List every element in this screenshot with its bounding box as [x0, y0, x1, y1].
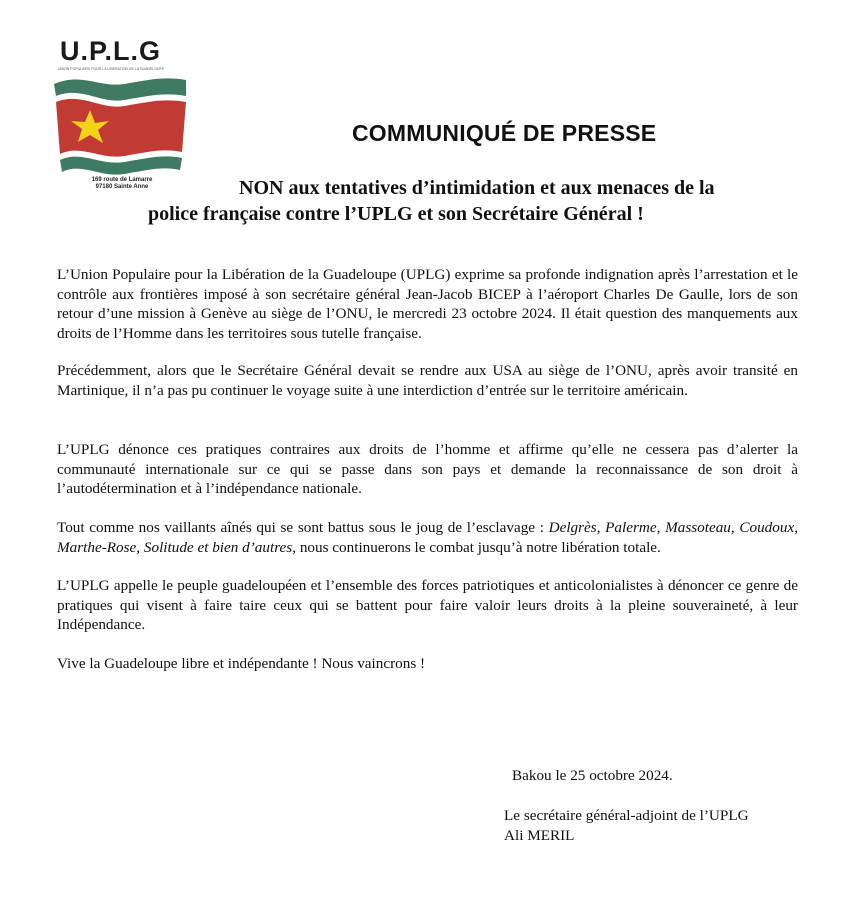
- paragraph-denounce: L’UPLG dénonce ces pratiques contraires aux droits de l’homme et affirme qu’elle ne cessera pas d’alerter la communauté internationale sur ce qui se passe dans son pays et demande la reconnaissance de son droit à l’autodétermination et à l’indépendance nationale.: [57, 441, 798, 498]
- flag-red-band: [56, 99, 186, 157]
- paragraph-call: L’UPLG appelle le peuple guadeloupéen et l’ensemble des forces patriotiques et anticolonialistes à dénoncer ce genre de pratiques qui visent à faire taire ceux qui se battent pour faire valoir leurs droits à la pleine souveraineté, à leur Indépendance.: [57, 577, 798, 634]
- guadeloupe-flag-icon: [52, 76, 188, 176]
- signature-name: Ali MERIL: [504, 826, 575, 844]
- logo-subtitle: UNION POPULAIRE POUR LA LIBÉRATION DE LA GUADELOUPE: [58, 67, 165, 71]
- document-type-heading: COMMUNIQUÉ DE PRESSE: [352, 120, 657, 146]
- headline-line-2: police française contre l’UPLG et son Secrétaire Général !: [148, 203, 644, 225]
- uplg-logo: [52, 36, 192, 196]
- flag-green-band-bottom: [60, 156, 182, 174]
- paragraph-closing-slogan: Vive la Guadeloupe libre et indépendante ! Nous vaincrons !: [57, 655, 426, 672]
- ancestors-text-after: , nous continuerons le combat jusqu’à notre libération totale.: [292, 538, 661, 556]
- headline-line-1: NON aux tentatives d’intimidation et aux menaces de la: [239, 177, 715, 199]
- address-line-2: 97180 Sainte Anne: [95, 184, 149, 190]
- headline: [148, 175, 788, 227]
- signature-role: Le secrétaire général-adjoint de l’UPLG: [504, 807, 749, 824]
- paragraph-ancestors: [57, 518, 798, 557]
- address-line-1: 169 route de Lamarre: [91, 177, 153, 183]
- logo-title: U.P.L.G: [60, 36, 162, 66]
- ancestors-names: Delgrès, Palerme, Massoteau, Coudoux, Marthe-Rose, Solitude et bien d’autres: [57, 519, 798, 556]
- paragraph-arrest: L’Union Populaire pour la Libération de la Guadeloupe (UPLG) exprime sa profonde indignation après l’arrestation et le contrôle aux frontières imposé à son secrétaire général Jean-Jacob BICEP à l’aéroport Charles De Gaulle, lors de son retour d’une mission à Genève au siège de l’ONU, le mercredi 23 octobre 2024. Il était question des manquements aux droits de l’Homme dans les territoires sous tutelle française.: [57, 266, 798, 343]
- ancestors-text-before: Tout comme nos vaillants aînés qui se sont battus sous le joug de l’esclavage :: [57, 519, 549, 536]
- signature-block: [504, 806, 749, 845]
- flag-green-band-top: [54, 78, 186, 100]
- signature-place-date: Bakou le 25 octobre 2024.: [512, 767, 673, 784]
- paragraph-usa-ban: Précédemment, alors que le Secrétaire Général devait se rendre aux USA au siège de l’ONU, après avoir transité en Martinique, il n’a pas pu continuer le voyage suite à une interdiction d’entrée sur le territoire américain.: [57, 362, 798, 399]
